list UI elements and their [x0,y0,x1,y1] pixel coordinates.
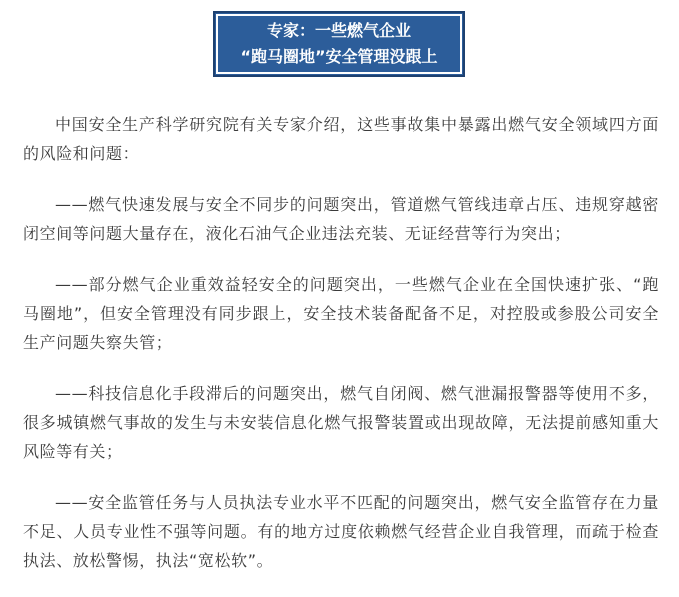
article-body [23,110,659,597]
title-line-2: “跑马圈地”安全管理没跟上 [240,47,438,66]
paragraph-risk-3: ——科技信息化手段滞后的问题突出，燃气自闭阀、燃气泄漏报警器等使用不多，很多城镇燃气事故的发生与未安装信息化燃气报警装置或出现故障，无法提前感知重大风险等有关； [23,384,659,461]
paragraph-risk-2: ——部分燃气企业重效益轻安全的问题突出，一些燃气企业在全国快速扩张、“跑马圈地”，但安全管理没有同步跟上，安全技术装备配备不足，对控股或参股公司安全生产问题失察失管； [23,275,659,352]
paragraph-intro: 中国安全生产科学研究院有关专家介绍，这些事故集中暴露出燃气安全领域四方面的风险和问题： [23,115,659,163]
paragraph-risk-1: ——燃气快速发展与安全不同步的问题突出，管道燃气管线违章占压、违规穿越密闭空间等问题大量存在，液化石油气企业违法充装、无证经营等行为突出； [23,195,659,243]
title-line-1: 专家：一些燃气企业 [266,21,411,40]
paragraph-risk-4: ——安全监管任务与人员执法专业水平不匹配的问题突出，燃气安全监管存在力量不足、人员专业性不强等问题。有的地方过度依赖燃气经营企业自我管理，而疏于检查执法、放松警惕，执法“宽松软”。 [23,493,659,570]
title-banner [213,11,465,77]
